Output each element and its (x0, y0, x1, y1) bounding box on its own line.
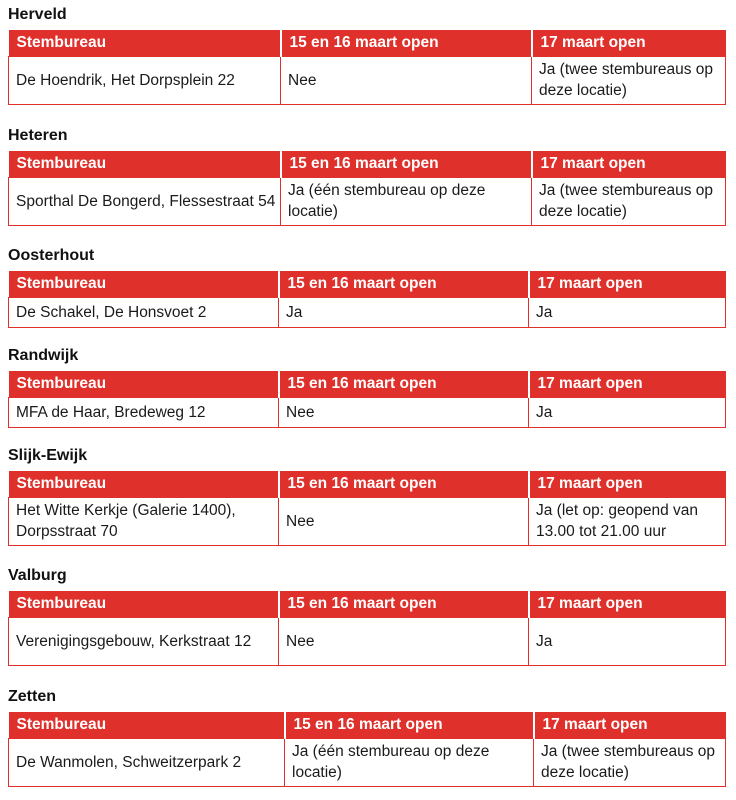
table-header-row (9, 471, 726, 497)
village-heading: Randwijk (8, 347, 79, 364)
header-15-16-maart: 15 en 16 maart open (279, 371, 529, 397)
header-15-16-maart: 15 en 16 maart open (279, 591, 529, 617)
open-17-cell: Ja (twee stembureaus op deze locatie) (532, 56, 726, 104)
open-15-16-cell: Ja (één stembureau op deze locatie) (281, 177, 532, 225)
open-15-16-cell: Nee (279, 397, 529, 427)
header-15-16-maart: 15 en 16 maart open (279, 271, 529, 297)
location-cell: MFA de Haar, Bredeweg 12 (9, 397, 279, 427)
table-row (9, 497, 726, 545)
open-15-16-cell: Ja (279, 297, 529, 327)
header-17-maart: 17 maart open (532, 151, 726, 177)
table-row (9, 738, 726, 786)
table-header-row (9, 271, 726, 297)
voting-table (8, 712, 726, 787)
village-heading: Heteren (8, 127, 68, 144)
header-17-maart: 17 maart open (529, 471, 726, 497)
location-cell: De Hoendrik, Het Dorpsplein 22 (9, 56, 281, 104)
location-cell: Het Witte Kerkje (Galerie 1400), Dorpsstraat 70 (9, 497, 279, 545)
open-17-cell: Ja (twee stembureaus op deze locatie) (532, 177, 726, 225)
village-heading: Zetten (8, 688, 56, 705)
table-header-row (9, 371, 726, 397)
village-heading: Oosterhout (8, 247, 95, 264)
open-15-16-cell: Nee (279, 497, 529, 545)
open-17-cell: Ja (twee stembureaus op deze locatie) (534, 738, 726, 786)
header-stembureau: Stembureau (9, 371, 279, 397)
table-row (9, 397, 726, 427)
table-row (9, 297, 726, 327)
header-17-maart: 17 maart open (529, 591, 726, 617)
header-stembureau: Stembureau (9, 471, 279, 497)
voting-table (8, 471, 726, 546)
location-cell: De Schakel, De Honsvoet 2 (9, 297, 279, 327)
header-15-16-maart: 15 en 16 maart open (281, 30, 532, 56)
voting-table (8, 371, 726, 428)
open-17-cell: Ja (529, 397, 726, 427)
header-15-16-maart: 15 en 16 maart open (285, 712, 534, 738)
voting-table (8, 151, 726, 226)
header-stembureau: Stembureau (9, 30, 281, 56)
village-heading: Valburg (8, 567, 67, 584)
table-row (9, 177, 726, 225)
table-row (9, 56, 726, 104)
village-heading: Slijk-Ewijk (8, 447, 88, 464)
village-heading: Herveld (8, 6, 67, 23)
table-header-row (9, 30, 726, 56)
header-stembureau: Stembureau (9, 591, 279, 617)
table-header-row (9, 151, 726, 177)
header-stembureau: Stembureau (9, 151, 281, 177)
voting-table (8, 591, 726, 666)
location-cell: De Wanmolen, Schweitzerpark 2 (9, 738, 285, 786)
header-stembureau: Stembureau (9, 712, 285, 738)
header-17-maart: 17 maart open (529, 371, 726, 397)
voting-table (8, 271, 726, 328)
header-15-16-maart: 15 en 16 maart open (279, 471, 529, 497)
header-17-maart: 17 maart open (534, 712, 726, 738)
open-15-16-cell: Nee (279, 617, 529, 665)
voting-table (8, 30, 726, 105)
header-15-16-maart: 15 en 16 maart open (281, 151, 532, 177)
open-17-cell: Ja (529, 617, 726, 665)
header-17-maart: 17 maart open (529, 271, 726, 297)
open-17-cell: Ja (let op: geopend van 13.00 tot 21.00 uur (529, 497, 726, 545)
table-row (9, 617, 726, 665)
table-header-row (9, 591, 726, 617)
location-cell: Sporthal De Bongerd, Flessestraat 54 (9, 177, 281, 225)
open-15-16-cell: Ja (één stembureau op deze locatie) (285, 738, 534, 786)
header-stembureau: Stembureau (9, 271, 279, 297)
location-cell: Verenigingsgebouw, Kerkstraat 12 (9, 617, 279, 665)
header-17-maart: 17 maart open (532, 30, 726, 56)
table-header-row (9, 712, 726, 738)
open-17-cell: Ja (529, 297, 726, 327)
open-15-16-cell: Nee (281, 56, 532, 104)
